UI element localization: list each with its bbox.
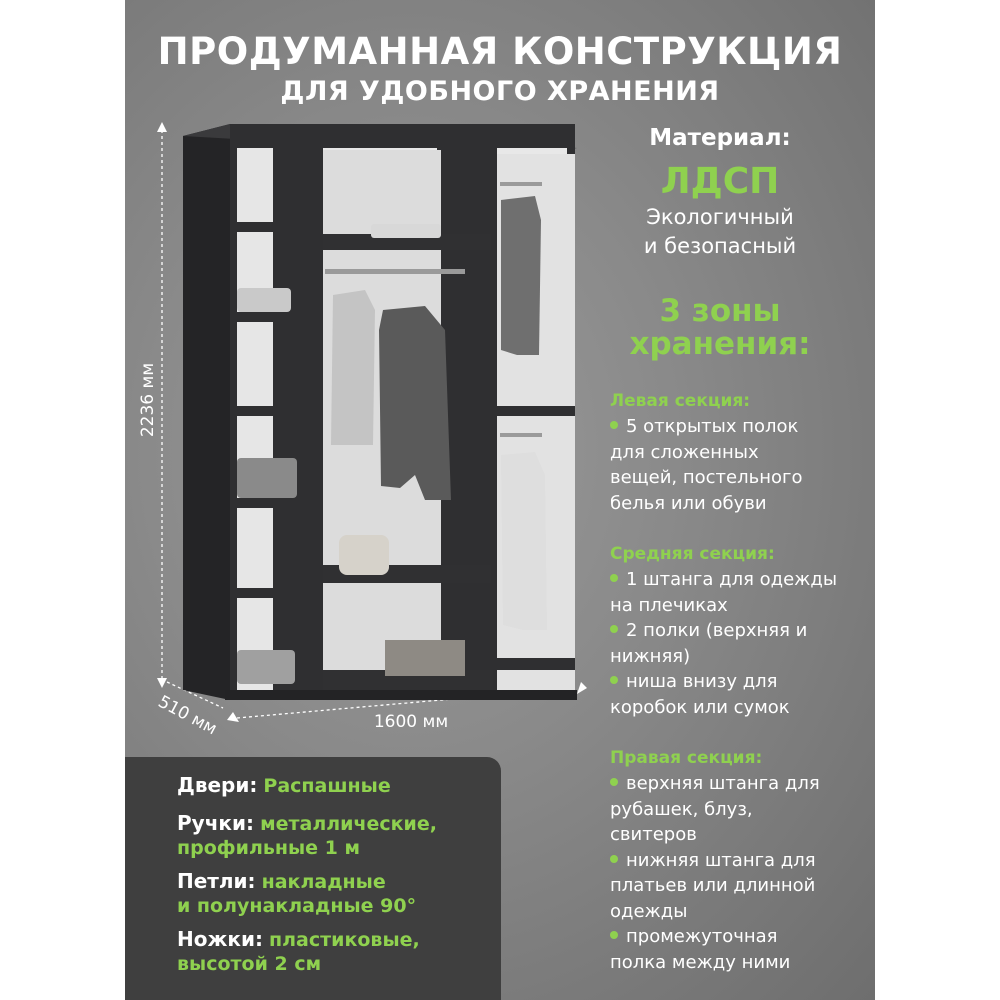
left-section-title: Левая секция: [610,391,751,411]
section-item: ниша внизу для [610,669,875,695]
material-label: Материал: [649,125,791,151]
right-section-title: Правая секция: [610,748,763,768]
section-item: рубашек, блуз, [610,798,753,820]
section-item: 1 штанга для одежды [610,567,875,593]
middle-section-title: Средняя секция: [610,544,775,564]
bullet-dot-icon [610,625,618,633]
bullet-dot-icon [610,931,618,939]
spec-legs: Ножки: пластиковые, высотой 2 см [177,927,420,975]
product-card [125,0,875,1000]
section-item: свитеров [610,824,697,845]
right-section [610,745,875,975]
specs-panel [125,757,501,1000]
section-item: верхняя штанга для [610,771,875,797]
section-item: 2 полки (верхняя и [610,618,875,644]
spec-handles: Ручки: металлические, профильные 1 м [177,811,437,859]
section-item: на плечиках [610,594,728,616]
left-section [610,388,875,516]
section-item: нижняя штанга для [610,848,875,874]
zones-heading: 3 зоны хранения: [629,293,811,362]
section-item: коробок или сумок [610,696,790,718]
material-value: ЛДСП [660,161,780,202]
section-item: белья или обуви [610,492,767,514]
depth-label: 510 мм [154,691,221,740]
section-item: полка между ними [610,951,791,973]
wardrobe-side [183,124,230,700]
section-item: нижняя) [610,645,691,667]
bullet-dot-icon [610,855,618,863]
bullet-dot-icon [610,676,618,684]
section-item: платьев или длинной [610,875,816,896]
middle-section [610,541,875,720]
title-line-1: ПРОДУМАННАЯ КОНСТРУКЦИЯ [157,30,843,73]
section-item: промежуточная [610,924,875,950]
section-item: вещей, постельного [610,467,803,488]
section-item: 5 открытых полок [610,414,875,440]
section-item: одежды [610,900,688,922]
title-line-2: ДЛЯ УДОБНОГО ХРАНЕНИЯ [280,76,720,107]
bullet-dot-icon [610,778,618,786]
wardrobe-plinth [225,690,577,700]
width-label: 1600 мм [373,712,449,732]
bullet-dot-icon [610,421,618,429]
section-item: для сложенных [610,441,759,463]
wardrobe-illustration [125,110,625,750]
material-description: Экологичный и безопасный [643,205,797,258]
spec-doors: Двери: Распашные [177,773,391,797]
height-label: 2236 мм [138,362,158,438]
bullet-dot-icon [610,574,618,582]
spec-hinges: Петли: накладные и полунакладные 90° [177,869,417,917]
